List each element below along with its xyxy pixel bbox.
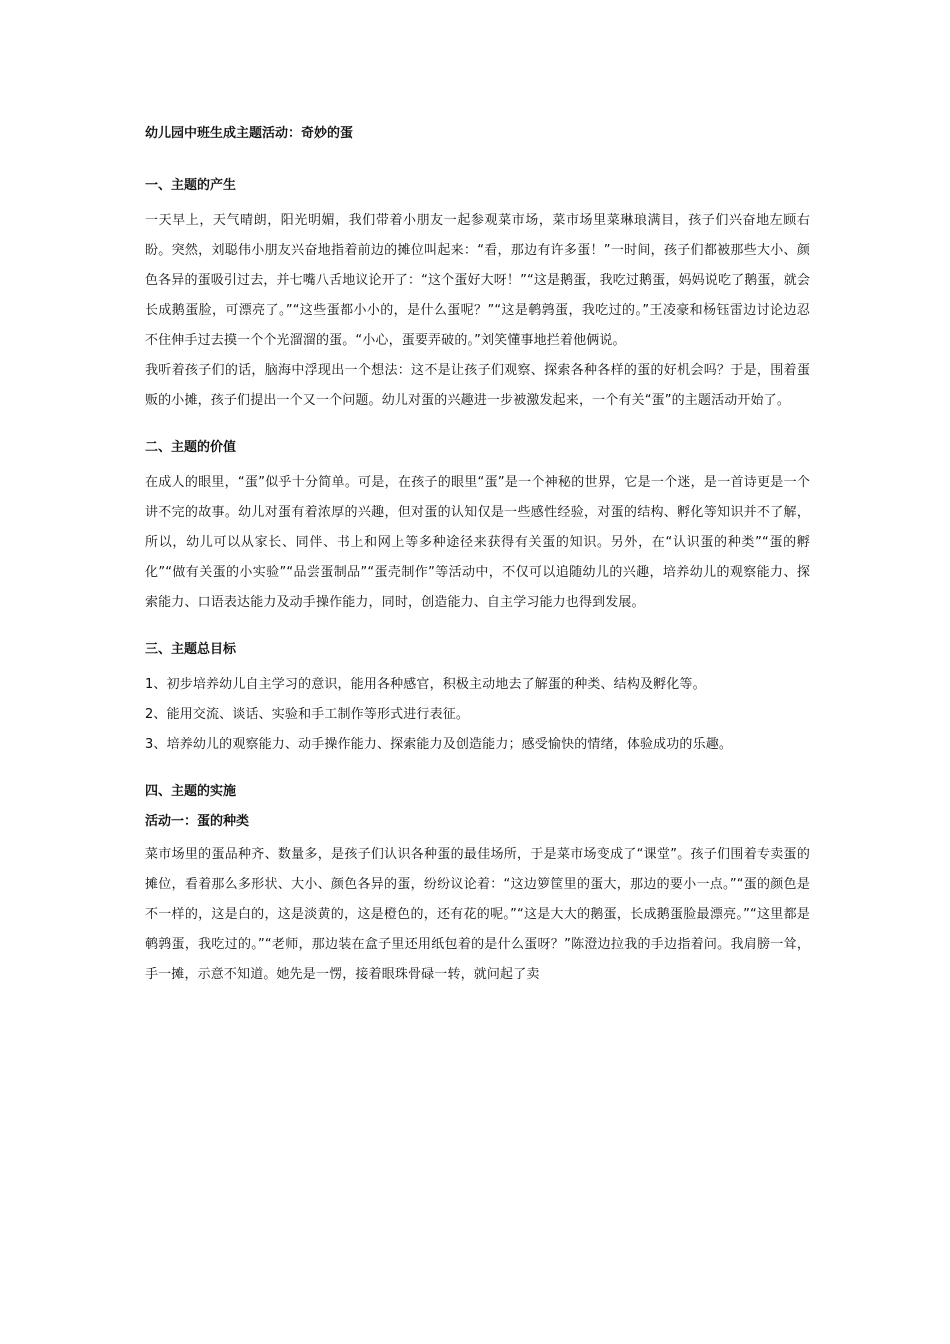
goal-item-3: 3、培养幼儿的观察能力、动手操作能力、探索能力及创造能力；感受愉快的情绪，体验成功的乐趣。 [145, 737, 733, 752]
activity-heading-1: 活动一：蛋的种类 [145, 814, 250, 829]
paragraph-origin-2: 我听着孩子们的话，脑海中浮现出一个想法：这不是让孩子们观察、探索各种各样的蛋的好机会吗？于是，围着蛋贩的小摊，孩子们提出一个又一个问题。幼儿对蛋的兴趣进一步被激发起来，一个有关“蛋”的主题活动开始了。 [145, 363, 810, 408]
document-page [145, 124, 810, 990]
goal-item-1: 1、初步培养幼儿自主学习的意识，能用各种感官，积极主动地去了解蛋的种类、结构及孵化等。 [145, 677, 706, 692]
section-spacer [145, 760, 810, 782]
paragraph-value-1: 在成人的眼里，“蛋”似乎十分简单。可是，在孩子的眼里“蛋”是一个神秘的世界，它是一个迷，是一首诗更是一个讲不完的故事。幼儿对蛋有着浓厚的兴趣，但对蛋的认知仅是一些感性经验，对蛋的结构、孵化等知识并不了解，所以，幼儿可以从家长、同伴、书上和网上等多种途径来获得有关蛋的知识。另外，在“认识蛋的种类”“蛋的孵化”“做有关蛋的小实验”“品尝蛋制品”“蛋壳制作”等活动中，不仅可以追随幼儿的兴趣，培养幼儿的观察能力、探索能力、口语表达能力及动手操作能力，同时，创造能力、自主学习能力也得到发展。 [145, 475, 810, 610]
section-heading-implementation: 四、主题的实施 [145, 784, 237, 799]
paragraph-activity-1: 菜市场里的蛋品种齐、数量多，是孩子们认识各种蛋的最佳场所，于是菜市场变成了“课堂”。孩子们围着专卖蛋的摊位，看着那么多形状、大小、颜色各异的蛋，纷纷议论着：“这边箩筐里的蛋大，那边的要小一点。”“蛋的颜色是不一样的，这是白的，这是淡黄的，这是橙色的，还有花的呢。”“这是大大的鹅蛋，长成鹅蛋脸最漂亮。”“这里都是鹌鹑蛋，我吃过的。”“老师，那边装在盒子里还用纸包着的是什么蛋呀？”陈澄边拉我的手边指着问。我肩膀一耸，手一摊，示意不知道。她先是一愣，接着眼珠骨碌一转，就问起了卖 [145, 847, 810, 982]
paragraph-origin-1: 一天早上，天气晴朗，阳光明媚，我们带着小朋友一起参观菜市场，菜市场里菜琳琅满目，孩子们兴奋地左顾右盼。突然，刘聪伟小朋友兴奋地指着前边的摊位叫起来：“看，那边有许多蛋！”一时间，孩子们都被那些大小、颜色各异的蛋吸引过去，并七嘴八舌地议论开了：“这个蛋好大呀！”“这是鹅蛋，我吃过鹅蛋，妈妈说吃了鹅蛋，就会长成鹅蛋脸，可漂亮了。”“这些蛋都小小的，是什么蛋呢？”“这是鹌鹑蛋，我吃过的。”王凌豪和杨钰雷边讨论边忍不住伸手过去摸一个个光溜溜的蛋。“小心，蛋要弄破的。”刘笑懂事地拦着他俩说。 [145, 213, 811, 348]
section-heading-goals: 三、主题总目标 [145, 642, 237, 657]
section-spacer [145, 618, 810, 640]
document-title: 幼儿园中班生成主题活动：奇妙的蛋 [145, 126, 354, 141]
section-heading-origin: 一、主题的产生 [145, 178, 237, 193]
section-spacer [145, 416, 810, 438]
goal-item-2: 2、能用交流、谈话、实验和手工制作等形式进行表征。 [145, 707, 470, 722]
section-heading-value: 二、主题的价值 [145, 440, 237, 455]
